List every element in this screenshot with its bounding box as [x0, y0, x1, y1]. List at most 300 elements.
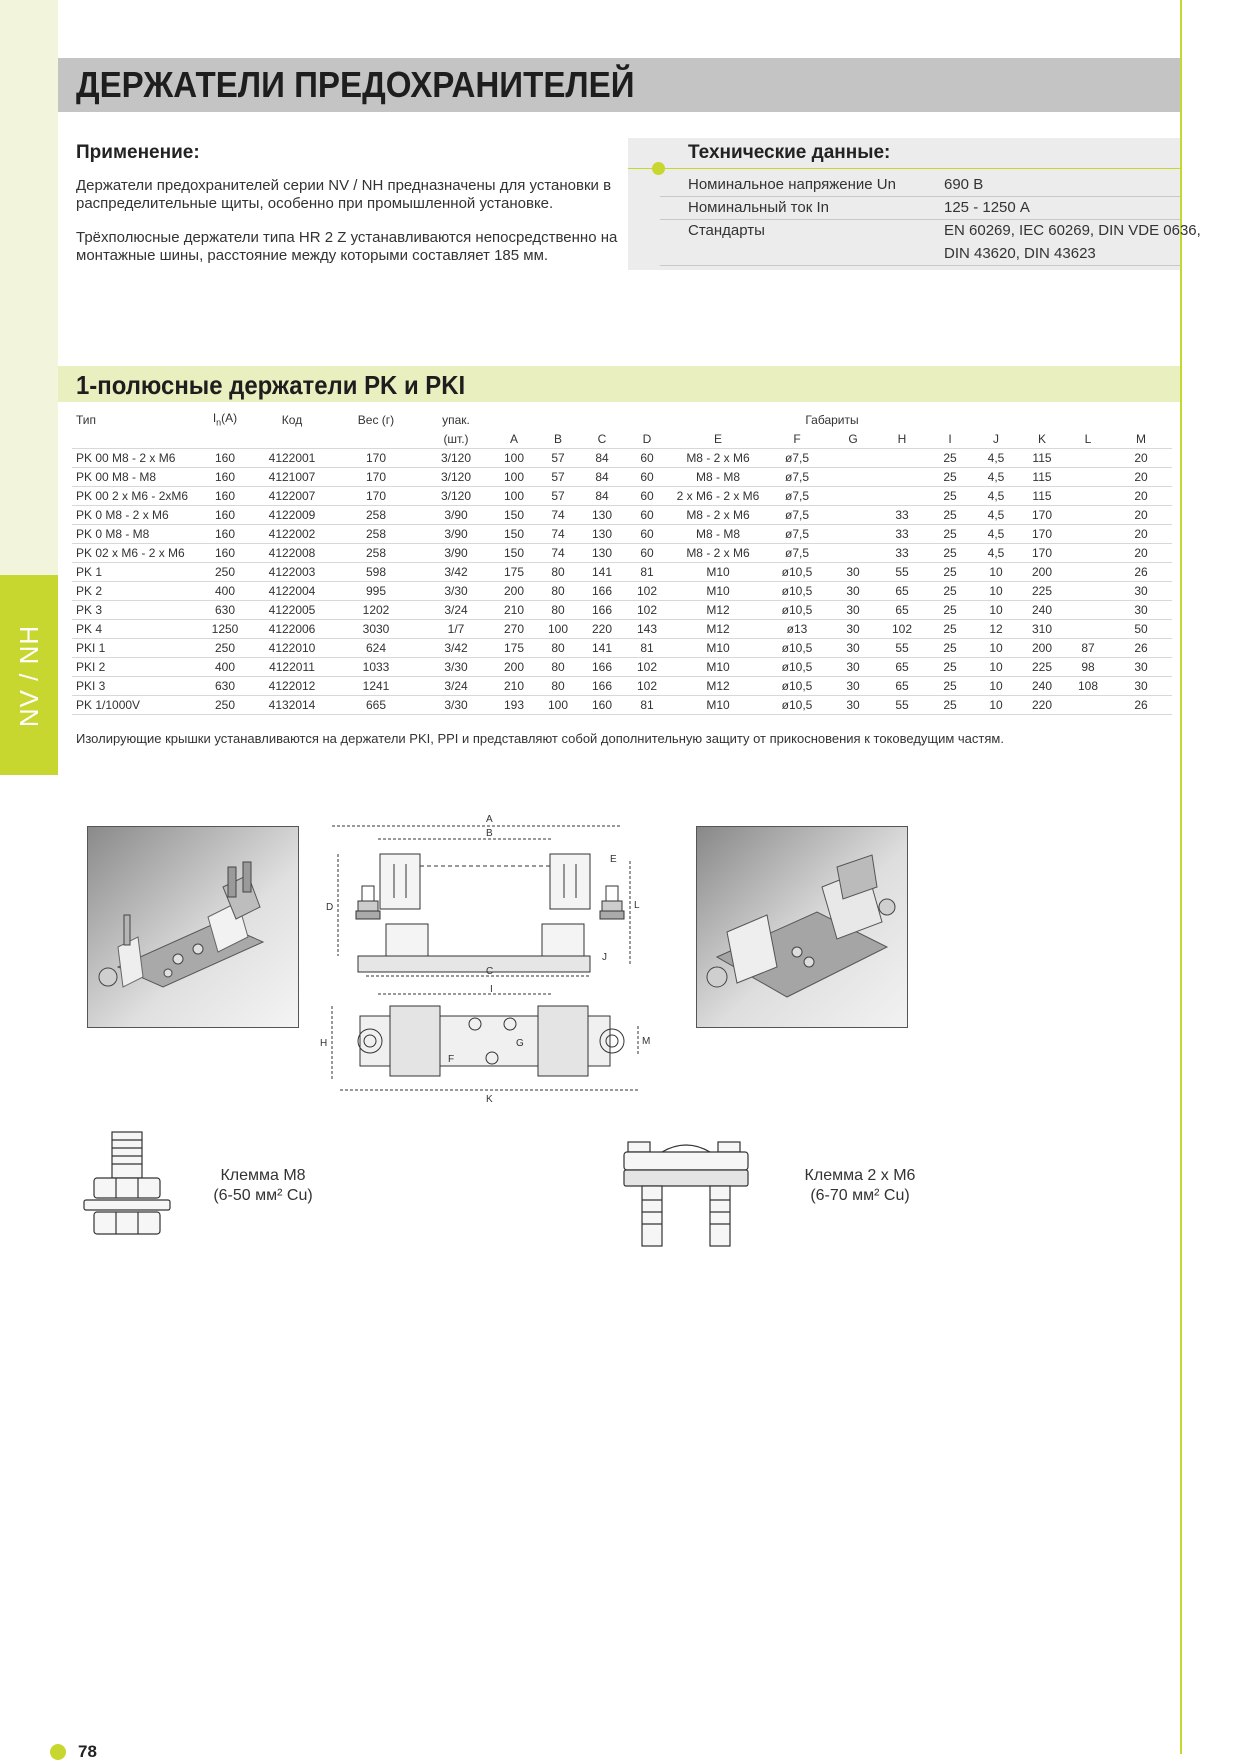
table-cell [1066, 696, 1110, 715]
dimension-drawing [320, 806, 650, 1106]
table-cell: 102 [624, 658, 670, 677]
table-row [72, 601, 1172, 620]
table-cell [828, 506, 878, 525]
table-cell: 57 [536, 449, 580, 468]
table-cell: 170 [332, 449, 420, 468]
table-subheader-row [72, 429, 1172, 449]
table-cell: M8 - M8 [670, 468, 766, 487]
table-cell: 624 [332, 639, 420, 658]
table-cell: M12 [670, 620, 766, 639]
table-cell: ø10,5 [766, 677, 828, 696]
table-cell: 33 [878, 506, 926, 525]
dim-label-J: J [602, 952, 607, 963]
table-cell: 55 [878, 696, 926, 715]
table-cell: 100 [536, 696, 580, 715]
table-cell: 98 [1066, 658, 1110, 677]
table-cell: 630 [198, 677, 252, 696]
table-cell: 130 [580, 525, 624, 544]
table-cell: 3/42 [420, 639, 492, 658]
table-cell: 81 [624, 696, 670, 715]
table-row [72, 449, 1172, 468]
table-cell [828, 487, 878, 506]
table-cell: M12 [670, 677, 766, 696]
table-cell: M8 - 2 x M6 [670, 506, 766, 525]
table-cell: 84 [580, 487, 624, 506]
clamp-2xm6-drawing [622, 1140, 752, 1252]
table-cell: 25 [926, 506, 974, 525]
table-cell: 65 [878, 582, 926, 601]
table-cell: 160 [198, 449, 252, 468]
table-cell: 25 [926, 563, 974, 582]
tech-label-standards: Стандарты [688, 222, 765, 239]
table-cell: 220 [580, 620, 624, 639]
table-row [72, 582, 1172, 601]
table-cell: 400 [198, 582, 252, 601]
clamp-m8-caption [198, 1166, 328, 1206]
table-cell: 60 [624, 506, 670, 525]
table-cell: 81 [624, 563, 670, 582]
table-cell: PK 2 [72, 582, 198, 601]
table-cell: PKI 1 [72, 639, 198, 658]
table-cell: 25 [926, 601, 974, 620]
table-cell: 310 [1018, 620, 1066, 639]
table-cell: 102 [624, 582, 670, 601]
table-cell: 170 [1018, 506, 1066, 525]
table-cell: 115 [1018, 449, 1066, 468]
table-row [72, 620, 1172, 639]
table-cell: 3/120 [420, 468, 492, 487]
table-cell: 25 [926, 449, 974, 468]
tech-row-divider [660, 265, 1180, 266]
table-cell: 3/30 [420, 658, 492, 677]
col-A: A [492, 429, 536, 449]
table-cell: 170 [1018, 544, 1066, 563]
table-cell: 30 [828, 677, 878, 696]
table-cell: 30 [828, 620, 878, 639]
table-cell: 240 [1018, 677, 1066, 696]
tech-value-current: 125 - 1250 А [944, 199, 1030, 216]
table-cell: 65 [878, 658, 926, 677]
table-cell [1066, 563, 1110, 582]
table-cell: 258 [332, 525, 420, 544]
table-cell: 400 [198, 658, 252, 677]
table-cell: 160 [580, 696, 624, 715]
table-cell: 100 [492, 449, 536, 468]
table-cell: 30 [1110, 601, 1172, 620]
table-cell: 160 [198, 468, 252, 487]
table-cell: PK 00 2 x M6 - 2xM6 [72, 487, 198, 506]
clamp-2xm6-title: Клемма 2 x M6 [804, 1167, 916, 1184]
table-cell: 33 [878, 544, 926, 563]
table-cell: 60 [624, 544, 670, 563]
col-D: D [624, 429, 670, 449]
table-cell: 225 [1018, 658, 1066, 677]
dim-label-F: F [448, 1054, 455, 1065]
table-cell: 4122003 [252, 563, 332, 582]
table-cell: PK 0 M8 - M8 [72, 525, 198, 544]
table-cell: 60 [624, 449, 670, 468]
table-cell: PK 1 [72, 563, 198, 582]
table-cell: 200 [492, 582, 536, 601]
table-cell: 30 [828, 563, 878, 582]
table-cell: 10 [974, 677, 1018, 696]
table-cell: 143 [624, 620, 670, 639]
table-cell: 130 [580, 544, 624, 563]
table-cell [1066, 620, 1110, 639]
table-cell: PK 1/1000V [72, 696, 198, 715]
table-cell: ø10,5 [766, 696, 828, 715]
table-cell: 10 [974, 582, 1018, 601]
table-cell: 200 [1018, 563, 1066, 582]
table-cell: 258 [332, 506, 420, 525]
table-cell: 30 [1110, 677, 1172, 696]
table-cell: 80 [536, 658, 580, 677]
dim-label-K: K [486, 1094, 493, 1105]
table-cell: 20 [1110, 468, 1172, 487]
table-cell: 25 [926, 677, 974, 696]
table-cell [878, 449, 926, 468]
table-cell: 100 [492, 487, 536, 506]
table-cell: 30 [1110, 582, 1172, 601]
table-cell [1066, 449, 1110, 468]
table-cell: M10 [670, 563, 766, 582]
dim-label-B: B [486, 828, 493, 839]
page-title: ДЕРЖАТЕЛИ ПРЕДОХРАНИТЕЛЕЙ [76, 64, 635, 105]
table-row [72, 506, 1172, 525]
table-cell: 10 [974, 639, 1018, 658]
table-cell: 100 [536, 620, 580, 639]
table-cell: 200 [492, 658, 536, 677]
table-cell: PK 3 [72, 601, 198, 620]
table-cell [878, 468, 926, 487]
table-cell: 25 [926, 620, 974, 639]
table-cell: 25 [926, 487, 974, 506]
side-stripe-light [0, 0, 58, 575]
specs-table [72, 410, 1172, 715]
table-cell: 10 [974, 658, 1018, 677]
col-pack: упак. [442, 412, 470, 427]
table-cell: 220 [1018, 696, 1066, 715]
table-cell: 25 [926, 696, 974, 715]
table-cell: ø10,5 [766, 601, 828, 620]
table-cell: 87 [1066, 639, 1110, 658]
clamp-2xm6-range: (6-70 мм² Cu) [810, 1187, 910, 1204]
table-cell: 12 [974, 620, 1018, 639]
table-cell: M10 [670, 658, 766, 677]
table-cell: PK 00 M8 - 2 x M6 [72, 449, 198, 468]
table-cell: 80 [536, 582, 580, 601]
table-cell: 4122004 [252, 582, 332, 601]
table-cell: 270 [492, 620, 536, 639]
table-cell: 10 [974, 696, 1018, 715]
table-cell: 33 [878, 525, 926, 544]
table-cell: 74 [536, 506, 580, 525]
table-cell: 26 [1110, 696, 1172, 715]
table-cell: 4,5 [974, 525, 1018, 544]
table-cell: M8 - 2 x M6 [670, 544, 766, 563]
col-code: Код [281, 412, 303, 427]
table-cell: 3/24 [420, 601, 492, 620]
table-cell: ø7,5 [766, 487, 828, 506]
tech-row-divider [660, 196, 1180, 197]
table-cell: 84 [580, 468, 624, 487]
table-cell: ø10,5 [766, 563, 828, 582]
table-cell: 175 [492, 563, 536, 582]
page-number: 78 [78, 1742, 97, 1761]
table-cell: PK 02 x M6 - 2 x M6 [72, 544, 198, 563]
table-cell: 4122001 [252, 449, 332, 468]
table-cell: 166 [580, 582, 624, 601]
dim-label-M: M [642, 1036, 650, 1047]
table-cell: 3/90 [420, 506, 492, 525]
application-heading: Применение: [76, 142, 200, 163]
table-cell [1066, 601, 1110, 620]
col-C: C [580, 429, 624, 449]
table-cell: 74 [536, 544, 580, 563]
table-cell: 3/42 [420, 563, 492, 582]
table-cell: ø10,5 [766, 658, 828, 677]
table-cell [1066, 468, 1110, 487]
table-cell [1066, 525, 1110, 544]
table-cell: 210 [492, 677, 536, 696]
table-row [72, 696, 1172, 715]
table-cell: 30 [828, 601, 878, 620]
table-row [72, 639, 1172, 658]
table-cell: 3/30 [420, 696, 492, 715]
table-cell: 1241 [332, 677, 420, 696]
table-cell: 1033 [332, 658, 420, 677]
table-cell: 3/24 [420, 677, 492, 696]
table-cell: 598 [332, 563, 420, 582]
table-cell: 30 [828, 696, 878, 715]
table-cell: 60 [624, 525, 670, 544]
insulation-note: Изолирующие крышки устанавливаются на держатели PKI, PPI и представляют собой дополнительную защиту от прикосновения к токоведущим частям. [76, 731, 1004, 746]
table-cell [828, 468, 878, 487]
table-cell: 4121007 [252, 468, 332, 487]
dim-label-D: D [326, 902, 334, 913]
table-cell: 3/90 [420, 525, 492, 544]
table-cell: 57 [536, 468, 580, 487]
table-cell: 80 [536, 601, 580, 620]
col-current: $I_n(A)$ [212, 411, 238, 428]
col-M: M [1110, 429, 1172, 449]
table-row [72, 525, 1172, 544]
table-cell: 225 [1018, 582, 1066, 601]
table-cell: 3/120 [420, 449, 492, 468]
clamp-m8-range: (6-50 мм² Cu) [213, 1187, 313, 1204]
table-cell: 74 [536, 525, 580, 544]
table-cell: PKI 2 [72, 658, 198, 677]
table-cell: 30 [828, 658, 878, 677]
table-cell: 130 [580, 506, 624, 525]
table-cell: 160 [198, 506, 252, 525]
table-cell: 4122009 [252, 506, 332, 525]
table-cell: 108 [1066, 677, 1110, 696]
table-cell: 193 [492, 696, 536, 715]
dim-label-C: C [486, 966, 494, 977]
table-cell: 20 [1110, 525, 1172, 544]
section-title: 1-полюсные держатели PK и PKI [76, 370, 466, 400]
table-cell: 4122011 [252, 658, 332, 677]
table-cell: 200 [1018, 639, 1066, 658]
table-cell: 4,5 [974, 506, 1018, 525]
table-cell: 141 [580, 563, 624, 582]
table-header-row [72, 410, 1172, 429]
tech-label-voltage: Номинальное напряжение Un [688, 176, 896, 193]
table-cell: 10 [974, 563, 1018, 582]
table-cell: 170 [332, 487, 420, 506]
table-cell: 160 [198, 544, 252, 563]
table-cell: 25 [926, 639, 974, 658]
dim-label-G: G [516, 1038, 524, 1049]
table-cell: 20 [1110, 487, 1172, 506]
table-cell: 30 [828, 582, 878, 601]
table-body [72, 449, 1172, 715]
table-cell: 166 [580, 601, 624, 620]
table-cell: 10 [974, 601, 1018, 620]
col-type: Тип [76, 412, 97, 427]
table-cell: 4122010 [252, 639, 332, 658]
table-cell: 150 [492, 525, 536, 544]
table-cell: 1/7 [420, 620, 492, 639]
table-cell: ø7,5 [766, 525, 828, 544]
table-cell: 210 [492, 601, 536, 620]
table-cell: 102 [624, 601, 670, 620]
col-J: J [974, 429, 1018, 449]
table-cell: 25 [926, 544, 974, 563]
table-cell: M8 - M8 [670, 525, 766, 544]
table-cell: M10 [670, 582, 766, 601]
table-cell: 250 [198, 639, 252, 658]
table-cell: 80 [536, 563, 580, 582]
table-cell: 25 [926, 582, 974, 601]
table-cell [1066, 582, 1110, 601]
tech-value-voltage: 690 В [944, 176, 984, 193]
table-cell [1066, 487, 1110, 506]
table-cell: ø10,5 [766, 639, 828, 658]
table-row [72, 544, 1172, 563]
table-cell: ø10,5 [766, 582, 828, 601]
table-cell: 55 [878, 639, 926, 658]
table-cell: 250 [198, 563, 252, 582]
table-row [72, 487, 1172, 506]
bullet-dot-icon [652, 162, 665, 175]
table-cell: 175 [492, 639, 536, 658]
table-cell: M10 [670, 639, 766, 658]
col-L: L [1066, 429, 1110, 449]
table-cell: 4132014 [252, 696, 332, 715]
table-cell [828, 525, 878, 544]
table-cell: 166 [580, 658, 624, 677]
table-cell: 60 [624, 487, 670, 506]
table-cell: 102 [624, 677, 670, 696]
table-cell: 25 [926, 525, 974, 544]
right-border-line [1180, 0, 1182, 1754]
table-cell: ø7,5 [766, 449, 828, 468]
table-cell: 4122007 [252, 487, 332, 506]
table-cell: 81 [624, 639, 670, 658]
table-cell: 4122002 [252, 525, 332, 544]
dim-label-E: E [610, 854, 617, 865]
table-row [72, 563, 1172, 582]
table-cell: M8 - 2 x M6 [670, 449, 766, 468]
table-cell: 166 [580, 677, 624, 696]
table-cell: 3/30 [420, 582, 492, 601]
table-cell: 25 [926, 468, 974, 487]
table-cell: 4,5 [974, 487, 1018, 506]
table-cell: 115 [1018, 487, 1066, 506]
table-cell: 20 [1110, 449, 1172, 468]
table-cell: M12 [670, 601, 766, 620]
table-cell: 65 [878, 601, 926, 620]
table-cell: 20 [1110, 506, 1172, 525]
table-cell: 4122012 [252, 677, 332, 696]
col-weight: Вес (г) [357, 412, 395, 427]
clamp-m8-drawing [82, 1130, 182, 1248]
table-cell: 995 [332, 582, 420, 601]
table-cell: PK 0 M8 - 2 x M6 [72, 506, 198, 525]
dim-label-I: I [490, 984, 493, 995]
table-cell: 26 [1110, 563, 1172, 582]
table-cell: ø7,5 [766, 506, 828, 525]
tech-value-standards-2: DIN 43620, DIN 43623 [944, 245, 1096, 262]
col-dimensions: Габариты [805, 412, 859, 427]
table-cell: 141 [580, 639, 624, 658]
table-cell [1066, 544, 1110, 563]
table-cell [1066, 506, 1110, 525]
table-cell: 60 [624, 468, 670, 487]
dim-label-A: A [486, 814, 493, 825]
table-cell: 258 [332, 544, 420, 563]
table-cell: 4,5 [974, 449, 1018, 468]
table-cell: 55 [878, 563, 926, 582]
table-cell: 65 [878, 677, 926, 696]
table-cell: 240 [1018, 601, 1066, 620]
table-cell: ø7,5 [766, 468, 828, 487]
table-cell: 30 [1110, 658, 1172, 677]
table-cell: 2 x M6 - 2 x M6 [670, 487, 766, 506]
col-G: G [828, 429, 878, 449]
table-cell: 630 [198, 601, 252, 620]
col-F: F [766, 429, 828, 449]
table-cell: ø7,5 [766, 544, 828, 563]
side-label: NV / NH [14, 624, 44, 728]
table-cell: 84 [580, 449, 624, 468]
table-cell: 150 [492, 506, 536, 525]
table-cell [828, 544, 878, 563]
application-paragraph-1: Держатели предохранителей серии NV / NH предназначены для установки в распределительные щиты, особенно при промышленной установке. [76, 177, 612, 212]
table-cell: 25 [926, 658, 974, 677]
table-cell: 170 [332, 468, 420, 487]
table-cell: 250 [198, 696, 252, 715]
table-cell: PK 4 [72, 620, 198, 639]
table-cell: 26 [1110, 639, 1172, 658]
table-cell: 160 [198, 525, 252, 544]
table-cell: 3030 [332, 620, 420, 639]
col-E: E [670, 429, 766, 449]
page-dot-icon [50, 1744, 66, 1760]
table-cell: PK 00 M8 - M8 [72, 468, 198, 487]
table-cell [878, 487, 926, 506]
table-cell [828, 449, 878, 468]
dim-label-L: L [634, 900, 640, 911]
table-cell: 3/90 [420, 544, 492, 563]
col-K: K [1018, 429, 1066, 449]
table-cell: 4122006 [252, 620, 332, 639]
clamp-m8-title: Клемма M8 [220, 1167, 306, 1184]
table-cell: ø13 [766, 620, 828, 639]
application-paragraph-2: Трёхполюсные держатели типа HR 2 Z устанавливаются непосредственно на монтажные шины, расстояние между которыми составляет 185 мм. [76, 229, 618, 264]
